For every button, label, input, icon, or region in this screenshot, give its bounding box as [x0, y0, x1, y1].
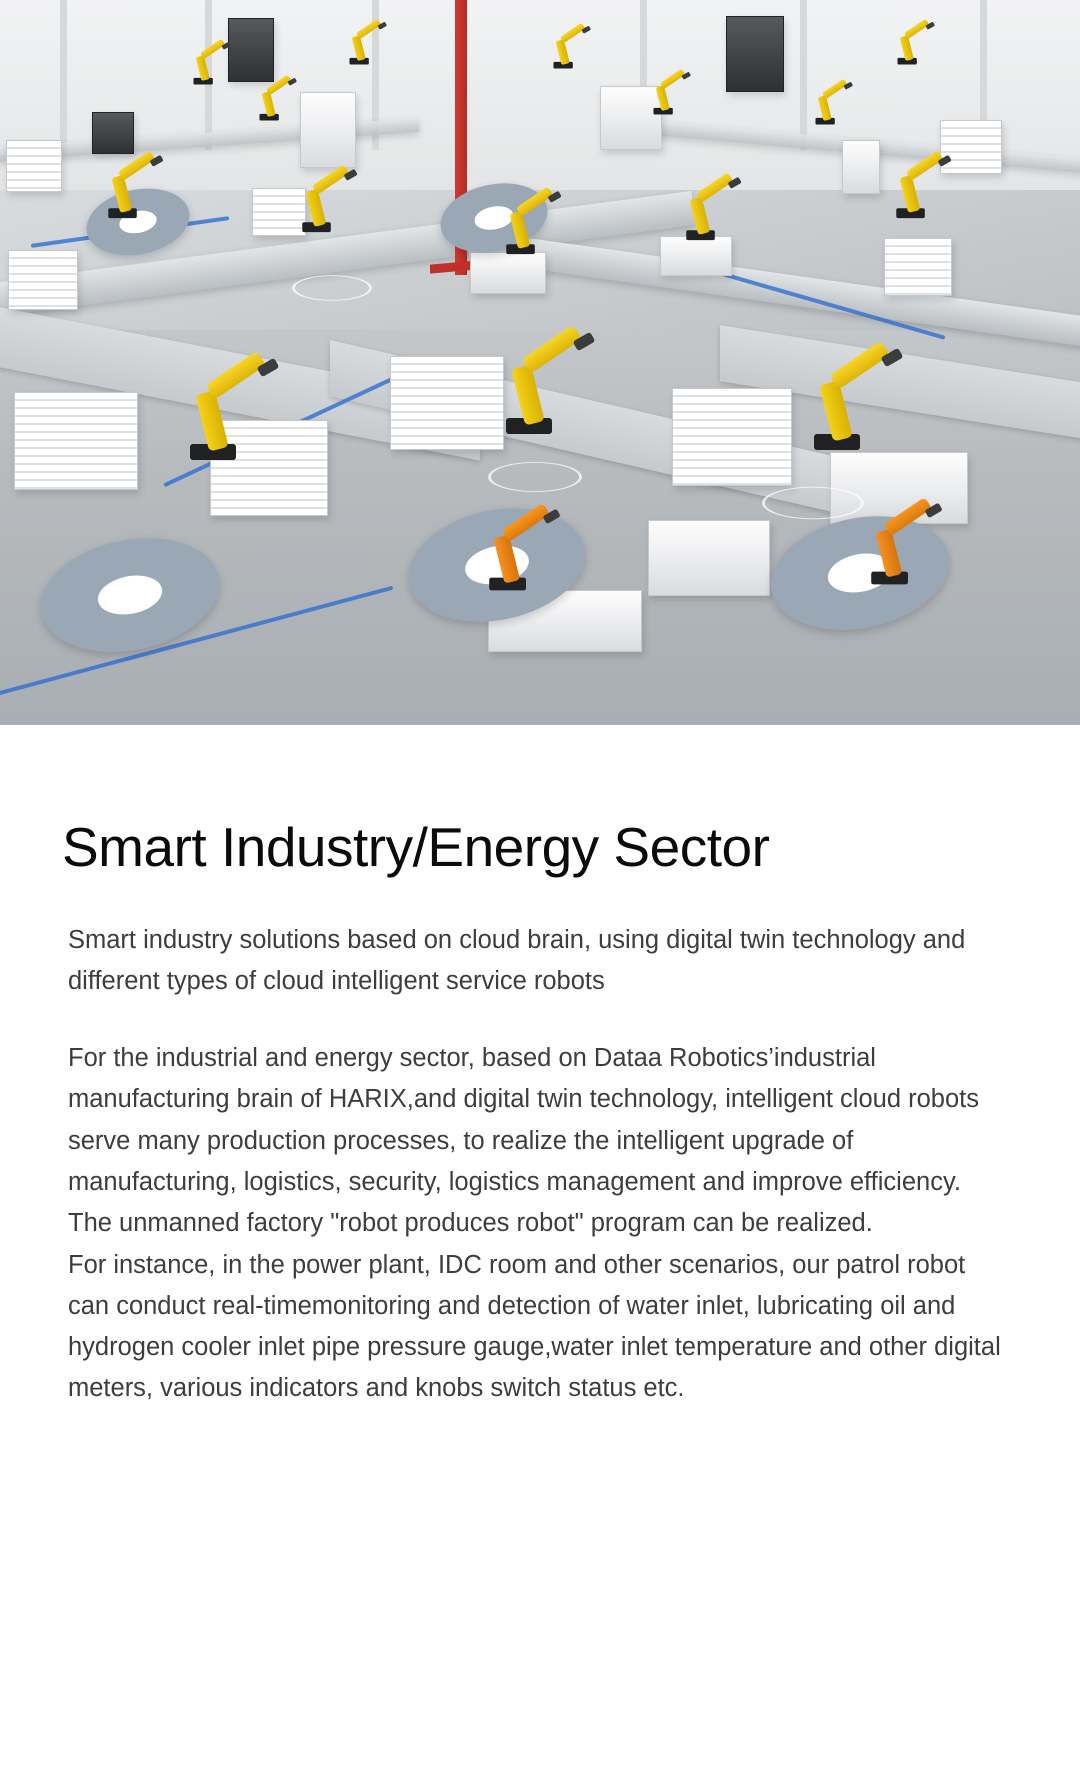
- turntable-disc: [85, 182, 190, 262]
- article-paragraph: For instance, in the power plant, IDC room and other scenarios, our patrol robot can conduct real-timemonitoring and detection of water inlet, lubricating oil and hydrogen cooler inlet pipe pressure gauge,water inlet temperature and other digital meters, various indicators and knobs switch status etc.: [68, 1250, 1001, 1403]
- parts-tray: [14, 392, 138, 490]
- status-light-ring: [762, 487, 864, 520]
- machine-cabinet: [228, 18, 274, 82]
- machine-cabinet: [648, 520, 770, 596]
- bottom-spacer: [62, 1410, 1018, 1530]
- status-light-ring: [488, 462, 582, 492]
- robot-lower-arm: [690, 197, 711, 235]
- factory-scene: [0, 0, 1080, 725]
- parts-tray: [884, 238, 952, 296]
- machine-cabinet: [600, 86, 662, 150]
- article-paragraph: For the industrial and energy sector, based on Dataa Robotics’industrial manufacturing brain of HARIX,and digital twin technology, intelligent cloud robots serve many production processes, to realize the intelligent upgrade of manufacturing, logistics, security, logistics management and improve efficiency.: [68, 1044, 979, 1196]
- work-table: [660, 236, 732, 276]
- machine-cabinet: [92, 112, 134, 154]
- parts-tray: [210, 420, 328, 516]
- machine-cabinet: [726, 16, 784, 92]
- parts-tray: [6, 140, 62, 192]
- parts-tray: [940, 120, 1002, 174]
- parts-tray: [672, 388, 792, 486]
- ceiling-beam: [60, 0, 67, 150]
- parts-tray: [252, 188, 306, 236]
- page-title: Smart Industry/Energy Sector: [62, 816, 770, 878]
- ceiling-beam: [800, 0, 807, 150]
- article-body: [62, 1038, 1018, 1410]
- work-table: [470, 252, 546, 294]
- article-paragraph: The unmanned factory "robot produces robot" program can be realized.: [68, 1209, 873, 1238]
- parts-tray: [390, 356, 504, 450]
- article-lead: Smart industry solutions based on cloud brain, using digital twin technology and different types of cloud intelligent service robots: [68, 925, 966, 995]
- machine-cabinet: [300, 92, 356, 168]
- robot-lower-arm: [306, 189, 327, 227]
- hero-image: [0, 0, 1080, 725]
- status-light-ring: [292, 275, 372, 301]
- parts-tray: [8, 250, 78, 310]
- machine-cabinet: [842, 140, 880, 194]
- article-content: [0, 725, 1080, 1530]
